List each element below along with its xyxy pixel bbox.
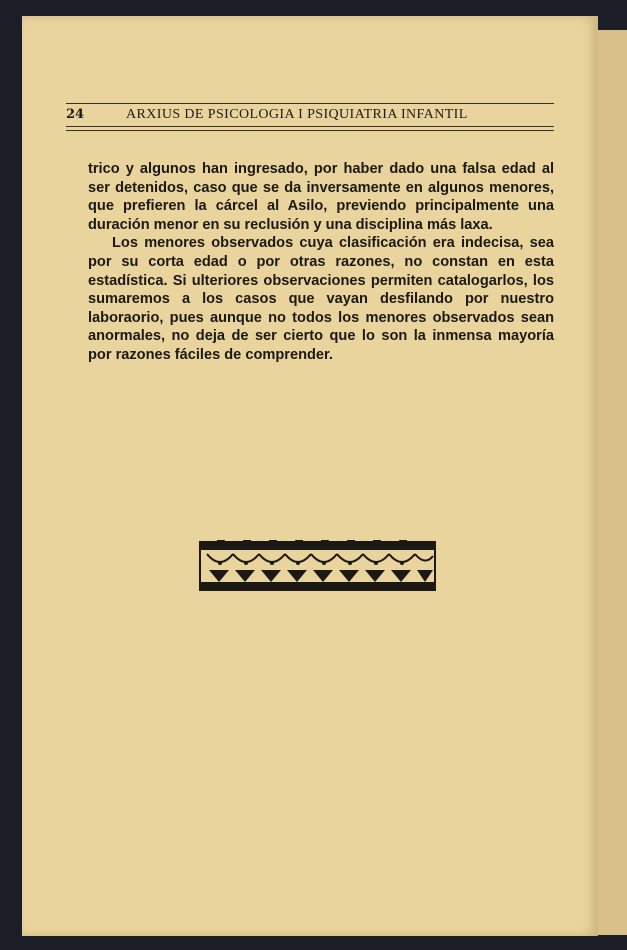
decorative-vase-frieze-icon [199, 536, 436, 594]
page-number: 24 [66, 107, 85, 122]
body-text [88, 160, 554, 365]
header-rule-bottom-double [66, 130, 554, 131]
book-page [22, 16, 598, 936]
page-header [66, 103, 554, 131]
header-rule-bottom [66, 126, 554, 127]
paragraph-continued: trico y algunos han ingresado, por haber dado una falsa edad al ser detenidos, caso que se da inversamente en algunos menores, que prefieren la cárcel al Asilo, previendo principalmente una duración menor en su reclusión y una disciplina más laxa. [88, 161, 554, 233]
running-head: ARXIUS DE PSICOLOGIA I PSIQUIATRIA INFANTIL [126, 107, 468, 122]
header-row [66, 104, 554, 123]
paragraph: Los menores observados cuya clasificación era indecisa, sea por su corta edad o por otras razones, no constan en esta estadística. Si ulteriores observaciones permiten catalogarlos, los sumaremos a los casos que vayan desfilando por nuestro laboraorio, pues aunque no todos los menores observados sean anormales, no deja de ser cierto que lo son la inmensa mayoría por razones fáciles de comprender. [88, 235, 554, 363]
